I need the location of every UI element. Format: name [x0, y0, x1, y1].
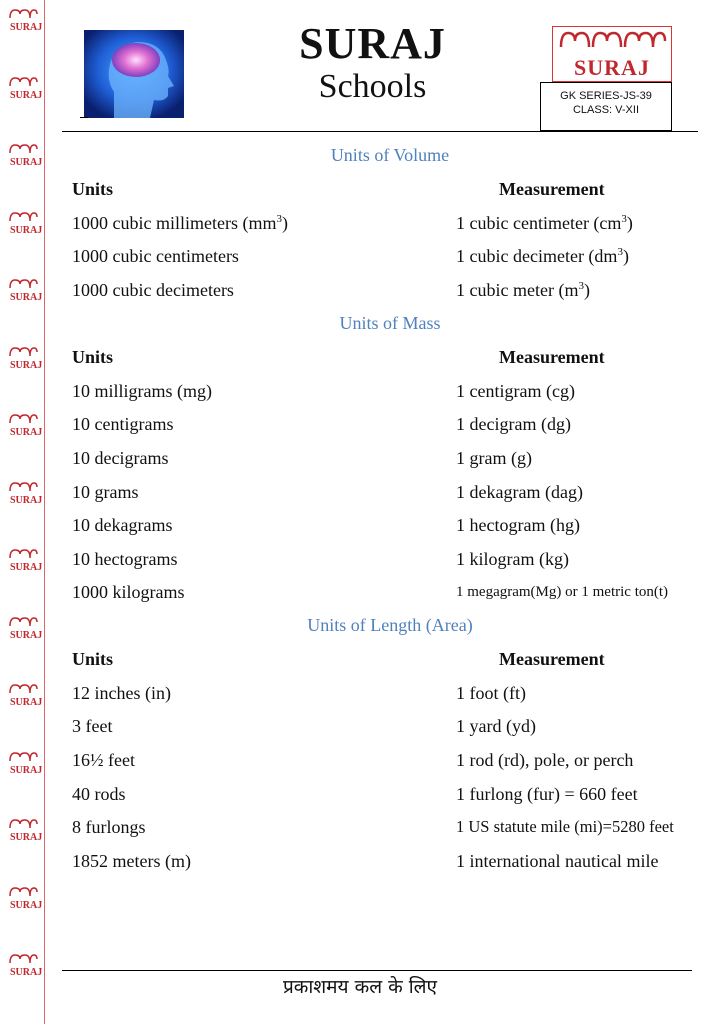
- row-measurement: 1 cubic meter $(m^3)$: [456, 280, 590, 300]
- row-measurement: 1 kilogram (kg): [456, 549, 569, 569]
- col-units: Units: [72, 649, 114, 669]
- strip-border-line: [44, 0, 45, 1024]
- left-logo-strip: [0, 0, 46, 1024]
- series-info-box: [540, 82, 672, 131]
- strip-logo-icon: SURAJ: [8, 211, 40, 251]
- strip-logo-icon: SURAJ: [8, 683, 40, 723]
- strip-logo-icon: SURAJ: [8, 413, 40, 453]
- row-measurement: 1 dekagram (dag): [456, 482, 583, 502]
- strip-logo-icon: SURAJ: [8, 548, 40, 588]
- col-units: Units: [72, 179, 114, 199]
- strip-logo-icon: SURAJ: [8, 818, 40, 858]
- row-measurement: 1 international nautical mile: [456, 851, 659, 871]
- section-title-volume: Units of Volume: [330, 145, 450, 165]
- brand-title: SURAJ: [299, 19, 446, 68]
- row-units: 10 milligrams (mg): [72, 381, 212, 401]
- row-units: 1000 cubic millimeters $(mm^3)$: [72, 213, 288, 233]
- row-measurement: 1 cubic decimeter $(dm^3)$: [456, 246, 629, 266]
- table-row: [72, 413, 712, 435]
- row-measurement: 1 cubic centimeter $(cm^3)$: [456, 213, 633, 233]
- brain-image: [84, 30, 184, 118]
- row-units: 10 decigrams: [72, 448, 169, 468]
- row-units: 16½ feet: [72, 750, 135, 770]
- footer-rule: [62, 970, 692, 971]
- col-measurement: Measurement: [499, 179, 605, 199]
- row-units: 1000 kilograms: [72, 582, 185, 602]
- col-units: Units: [72, 347, 114, 367]
- row-units: 10 centigrams: [72, 414, 174, 434]
- table-row: [72, 481, 712, 503]
- row-measurement: 1 rod (rd), pole, or perch: [456, 750, 634, 770]
- row-units: 1000 cubic centimeters: [72, 246, 239, 266]
- col-measurement: Measurement: [499, 649, 605, 669]
- series-label: GK SERIES-JS-39: [560, 90, 652, 102]
- row-units: 40 rods: [72, 784, 126, 804]
- table-row: [72, 783, 712, 805]
- table-row: [72, 212, 712, 234]
- row-units: 3 feet: [72, 716, 113, 736]
- strip-logo-icon: SURAJ: [8, 8, 40, 48]
- row-units: 1000 cubic decimeters: [72, 280, 234, 300]
- row-measurement: 1 hectogram (hg): [456, 515, 580, 535]
- row-units: 8 furlongs: [72, 817, 146, 837]
- row-measurement: 1 yard (yd): [456, 716, 536, 736]
- logo-text: SURAJ: [574, 55, 650, 80]
- class-label: CLASS: V-XII: [572, 104, 640, 116]
- row-units: 10 dekagrams: [72, 515, 173, 535]
- strip-logo-icon: SURAJ: [8, 751, 40, 791]
- strip-logo-icon: SURAJ: [8, 278, 40, 318]
- table-header: [72, 178, 712, 200]
- row-measurement: 1 centigram (cg): [456, 381, 575, 401]
- row-measurement: 1 megagram(Mg) or 1 metric ton(t): [456, 584, 669, 600]
- table-row: [72, 548, 712, 570]
- table-header: [72, 648, 712, 670]
- col-measurement: Measurement: [499, 347, 605, 367]
- row-units: 10 hectograms: [72, 549, 178, 569]
- strip-logo-icon: SURAJ: [8, 616, 40, 656]
- table-header: [72, 346, 712, 368]
- strip-logo-icon: SURAJ: [8, 346, 40, 386]
- brain-underline: [80, 117, 88, 118]
- table-row: [72, 279, 712, 301]
- brand-logo: [552, 26, 672, 82]
- strip-logo-icon: SURAJ: [8, 953, 40, 993]
- row-measurement: 1 decigram (dg): [456, 414, 571, 434]
- strip-logo-icon: SURAJ: [8, 481, 40, 521]
- row-measurement: 1 gram (g): [456, 448, 532, 468]
- brand-subtitle: Schools: [318, 68, 427, 105]
- strip-logo-icon: SURAJ: [8, 886, 40, 926]
- footer-tagline: प्रकाशमय कल के लिए: [282, 976, 438, 998]
- table-row: [72, 514, 712, 536]
- table-row: [72, 682, 712, 704]
- section-title-mass: Units of Mass: [339, 313, 441, 333]
- table-row: [72, 447, 712, 469]
- table-row: [72, 749, 712, 771]
- table-row: [72, 816, 712, 838]
- header-rule: [62, 131, 698, 132]
- row-measurement: 1 foot (ft): [456, 683, 526, 703]
- table-row: [72, 850, 712, 872]
- row-measurement: 1 US statute mile (mi)=5280 feet: [456, 817, 674, 836]
- wave-logo-icon: [553, 27, 671, 55]
- strip-logo-icon: SURAJ: [8, 76, 40, 116]
- row-measurement: 1 furlong (fur) = 660 feet: [456, 784, 638, 804]
- table-row: [72, 245, 712, 267]
- row-units: 1852 meters (m): [72, 851, 191, 871]
- table-row: [72, 581, 712, 603]
- row-units: 10 grams: [72, 482, 139, 502]
- strip-logo-icon: SURAJ: [8, 143, 40, 183]
- section-title-length: Units of Length (Area): [307, 615, 473, 635]
- row-units: 12 inches (in): [72, 683, 171, 703]
- table-row: [72, 380, 712, 402]
- table-row: [72, 715, 712, 737]
